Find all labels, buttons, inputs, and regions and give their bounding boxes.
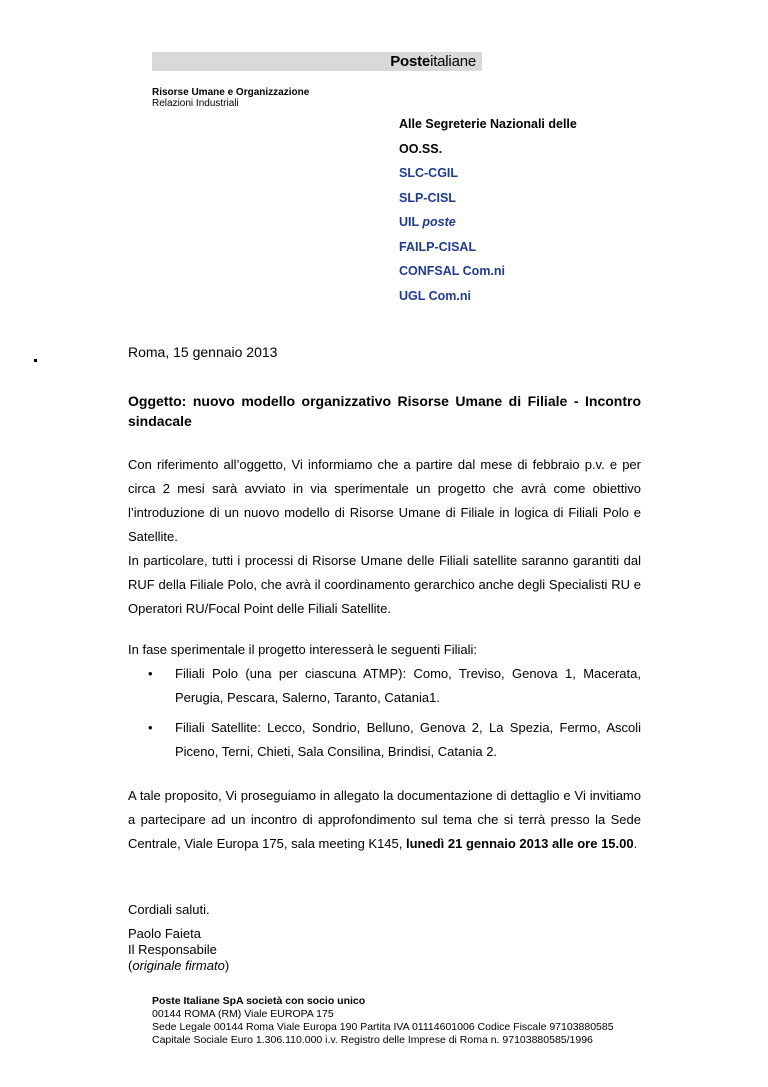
list-item: • Filiali Satellite: Lecco, Sondrio, Belluno, Genova 2, La Spezia, Fermo, Ascoli Piceno, Terni, Chieti, Sala Consilina, Brindisi, Catania 2. (128, 716, 641, 764)
org-slc-cgil: SLC-CGIL (399, 166, 459, 180)
company-footer (152, 995, 614, 1047)
org-uil-poste: UIL poste (399, 215, 456, 229)
bullet-icon: • (148, 666, 153, 681)
footer-capital: Capitale Sociale Euro 1.306.110.000 i.v. Registro delle Imprese di Roma n. 97103880585/1996 (152, 1034, 593, 1046)
paragraph-branches-intro: In fase sperimentale il progetto interesserà le seguenti Filiali: (128, 642, 478, 657)
signer-name: Paolo Faieta (128, 926, 201, 941)
org-failp-cisal: FAILP-CISAL (399, 239, 477, 254)
letter-subject: Oggetto: nuovo modello organizzativo Risorse Umane di Filiale - Incontro sindacale (128, 393, 641, 429)
department-name: Risorse Umane e Organizzazione (152, 87, 310, 98)
bullet-icon: • (148, 720, 153, 735)
org-confsal: CONFSAL Com.ni (399, 264, 506, 278)
letterhead-bar (152, 52, 482, 71)
footer-address: 00144 ROMA (RM) Viale EUROPA 175 (152, 1008, 334, 1020)
signer-role: Il Responsabile (128, 942, 217, 957)
closing-greeting: Cordiali saluti. (128, 902, 210, 917)
org-ugl: UGL Com.ni (399, 288, 471, 303)
addressee-line: OO.SS. (399, 141, 443, 156)
department-block (152, 87, 309, 109)
addressee-block (399, 112, 577, 308)
footer-legal: Sede Legale 00144 Roma Viale Europa 190 Partita IVA 01114601006 Codice Fiscale 97103880585 (152, 1021, 614, 1033)
addressee-line: Alle Segreterie Nazionali delle (399, 117, 577, 131)
signature-note: (originale firmato) (128, 958, 230, 973)
signature-block (128, 926, 229, 974)
footer-company: Poste Italiane SpA società con socio unico (152, 995, 366, 1007)
paragraph-details: In particolare, tutti i processi di Risorse Umane delle Filiali satellite saranno garantiti dal RUF della Filiale Polo, che avrà il coordinamento gerarchico anche degli Specialisti RU e Operatori RU/Focal Point delle Filiali Satellite. (128, 553, 641, 616)
list-item: • Filiali Polo (una per ciascuna ATMP): Como, Treviso, Genova 1, Macerata, Perugia, Pescara, Salerno, Taranto, Catania1. (128, 662, 641, 710)
paragraph-intro: Con riferimento all’oggetto, Vi informiamo che a partire dal mese di febbraio p.v. e per circa 2 mesi sarà avviato in via sperimentale un progetto che avrà come obiettivo l’introduzione di un nuovo modello di Risorse Umane di Filiale in logica di Filiali Polo e Satellite. (128, 457, 641, 544)
branch-list (128, 662, 641, 770)
letter-date: Roma, 15 gennaio 2013 (128, 344, 278, 360)
margin-mark (34, 359, 37, 362)
poste-italiane-logo: Posteitaliane (390, 53, 476, 70)
org-slp-cisl: SLP-CISL (399, 190, 456, 205)
department-unit: Relazioni Industriali (152, 98, 239, 109)
paragraph-meeting: A tale proposito, Vi proseguiamo in allegato la documentazione di dettaglio e Vi invitiamo a partecipare ad un incontro di approfondimento sul tema che si terrà presso la Sede Centrale, Viale Europa 175, sala meeting K145, lunedì 21 gennaio 2013 alle ore 15.00. (128, 788, 641, 851)
